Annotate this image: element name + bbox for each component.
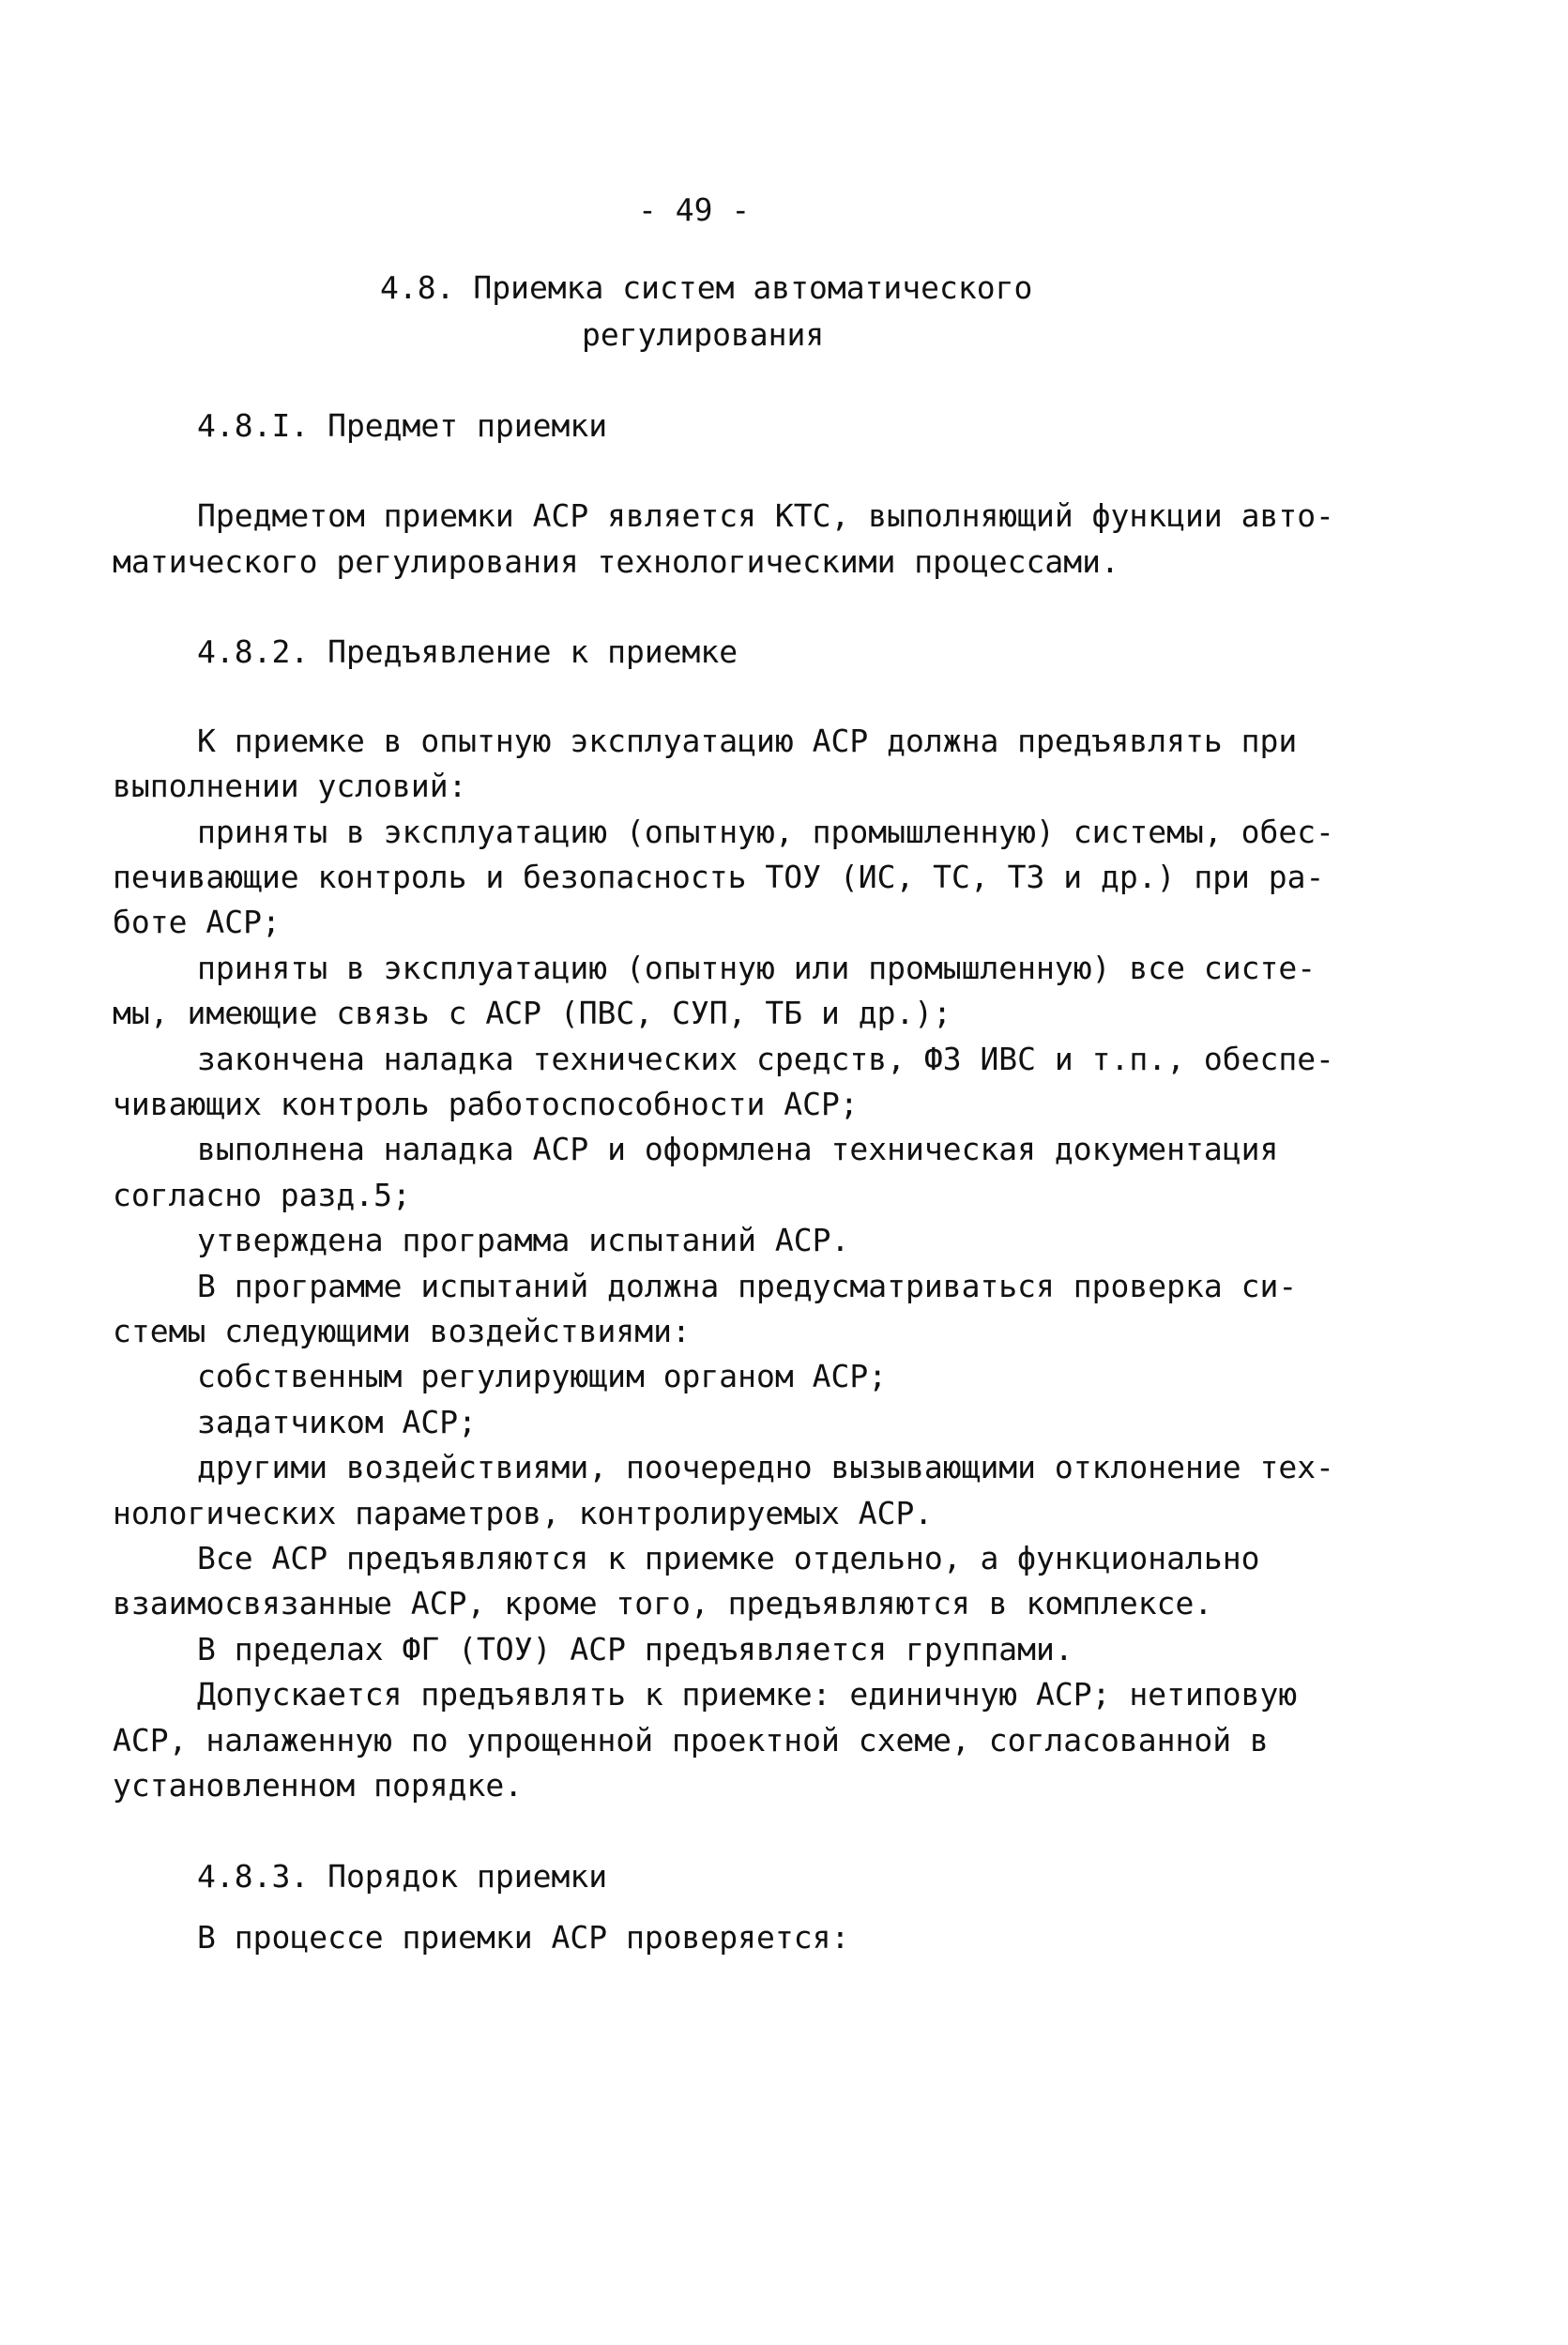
list-item-line: печивающие контроль и безопасность ТОУ (ИС, ТС, ТЗ и др.) при ра- (113, 859, 1325, 895)
paragraph-line: В процессе приемки АСР проверяется: (197, 1919, 850, 1956)
list-item-line: приняты в эксплуатацию (опытную или промышленную) все систе- (197, 950, 1317, 986)
paragraph-line: матического регулирования технологическими процессами. (113, 543, 1119, 580)
page-number: - 49 - (638, 191, 751, 228)
subsection-heading-4-8-2: 4.8.2. Предъявление к приемке (197, 633, 738, 670)
paragraph-line: В пределах ФГ (ТОУ) АСР предъявляется группами. (197, 1631, 1073, 1667)
subsection-heading-4-8-1: 4.8.I. Предмет приемки (197, 407, 608, 444)
list-item-line: задатчиком АСР; (197, 1404, 478, 1440)
list-item-line: утверждена программа испытаний АСР. (197, 1222, 850, 1258)
paragraph-line: Все АСР предъявляются к приемке отдельно, а функционально (197, 1540, 1260, 1576)
list-item-line: мы, имеющие связь с АСР (ПВС, СУП, ТБ и др.); (113, 995, 952, 1031)
paragraph-line: АСР, налаженную по упрощенной проектной схеме, согласованной в (113, 1722, 1269, 1759)
paragraph-line: выполнении условий: (113, 768, 467, 804)
section-title-line-1: 4.8. Приемка систем автоматического (380, 269, 1033, 306)
paragraph-line: Допускается предъявлять к приемке: единичную АСР; нетиповую (197, 1676, 1298, 1713)
list-item-line: согласно разд.5; (113, 1177, 411, 1213)
list-item-line: приняты в эксплуатацию (опытную, промышленную) системы, обес- (197, 814, 1334, 850)
section-title-line-2: регулирования (582, 316, 825, 353)
list-item-line: боте АСР; (113, 904, 281, 940)
list-item-line: чивающих контроль работоспособности АСР; (113, 1086, 859, 1122)
list-item-line: нологических параметров, контролируемых АСР. (113, 1495, 934, 1531)
paragraph-line: стемы следующими воздействиями: (113, 1313, 691, 1349)
paragraph-line: В программе испытаний должна предусматриваться проверка си- (197, 1268, 1298, 1304)
paragraph-line: К приемке в опытную эксплуатацию АСР должна предъявлять при (197, 723, 1298, 759)
list-item-line: другими воздействиями, поочередно вызывающими отклонение тех- (197, 1449, 1334, 1485)
subsection-heading-4-8-3: 4.8.3. Порядок приемки (197, 1858, 608, 1895)
paragraph-line: Предметом приемки АСР является КТС, выполняющий функции авто- (197, 497, 1334, 534)
list-item-line: выполнена наладка АСР и оформлена техническая документация (197, 1131, 1279, 1167)
list-item-line: собственным регулирующим органом АСР; (197, 1358, 888, 1394)
paragraph-line: установленном порядке. (113, 1767, 524, 1804)
paragraph-line: взаимосвязанные АСР, кроме того, предъявляются в комплексе. (113, 1585, 1213, 1622)
list-item-line: закончена наладка технических средств, ФЗ ИВС и т.п., обеспе- (197, 1041, 1334, 1077)
